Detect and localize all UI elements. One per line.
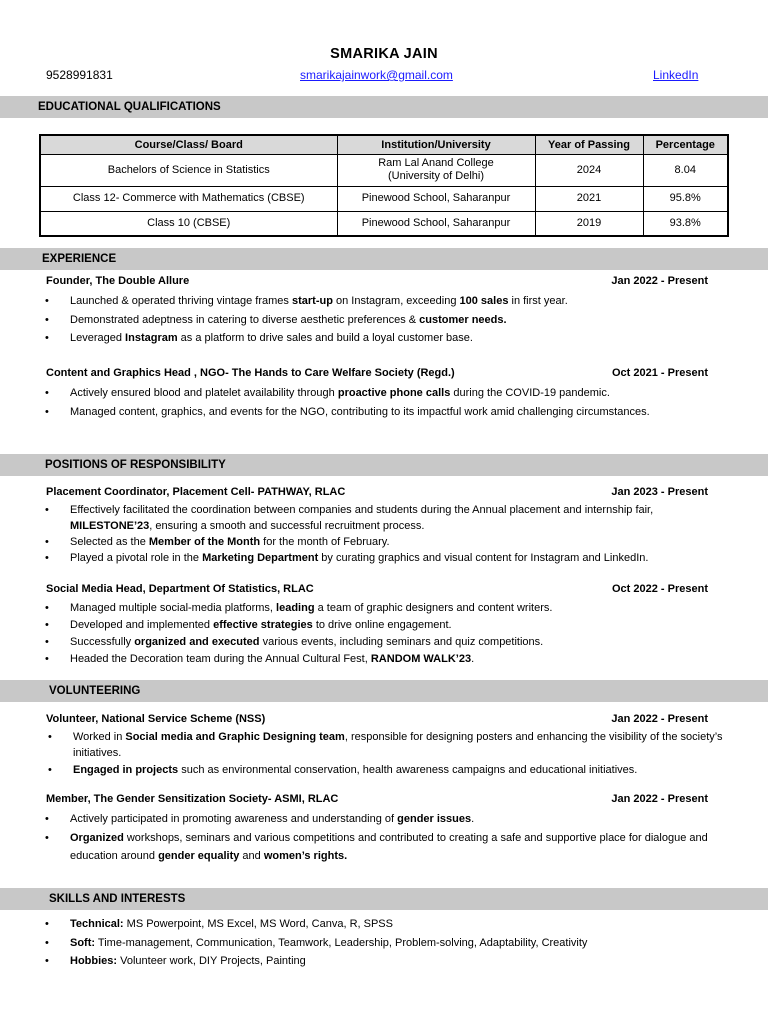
list-item: • Organized workshops, seminars and various competitions and contributed to creating a safe and supportive place for dialogue and education around gender equality and women’s rights. [42, 829, 730, 866]
column-header-percentage: Percentage [643, 135, 728, 154]
cell-course: Bachelors of Science in Statistics [40, 154, 337, 186]
list-item: • Engaged in projects such as environmental conservation, health awareness campaigns and educational initiatives. [45, 762, 730, 778]
cell-institution: Pinewood School, Saharanpur [337, 186, 535, 211]
cell-course: Class 10 (CBSE) [40, 211, 337, 236]
list-item: • Technical: MS Powerpoint, MS Excel, MS Word, Canva, R, SPSS [42, 915, 732, 934]
entry-role: Social Media Head, Department Of Statistics, RLAC [46, 583, 314, 595]
column-header-institution: Institution/University [337, 135, 535, 154]
entry-heading [46, 583, 708, 599]
entry-date: Oct 2022 - Present [612, 583, 708, 595]
bullet-list [42, 384, 702, 421]
list-item: • Launched & operated thriving vintage frames start-up on Instagram, exceeding 100 sales in first year. [42, 292, 732, 311]
entry-heading [46, 275, 708, 291]
section-header-skills: SKILLS AND INTERESTS [0, 888, 768, 910]
phone-number: 9528991831 [46, 68, 113, 82]
email-link[interactable]: smarikajainwork@gmail.com [300, 68, 453, 82]
entry-heading [46, 367, 708, 383]
cell-percentage: 95.8% [643, 186, 728, 211]
section-header-responsibility: POSITIONS OF RESPONSIBILITY [0, 454, 768, 476]
cell-year: 2019 [535, 211, 643, 236]
list-item: • Leveraged Instagram as a platform to drive sales and build a loyal customer base. [42, 329, 732, 348]
bullet-list [42, 810, 730, 866]
cell-institution: Pinewood School, Saharanpur [337, 211, 535, 236]
cell-institution: Ram Lal Anand College (University of Delhi) [337, 154, 535, 186]
entry-role: Placement Coordinator, Placement Cell- PATHWAY, RLAC [46, 486, 346, 498]
table-row [40, 211, 728, 236]
list-item: • Managed multiple social-media platforms, leading a team of graphic designers and content writers. [42, 600, 732, 617]
table-row [40, 154, 728, 186]
bullet-list [42, 292, 732, 348]
list-item: • Played a pivotal role in the Marketing Department by curating graphics and visual content for Instagram and LinkedIn. [42, 550, 732, 566]
entry-date: Jan 2023 - Present [611, 486, 708, 498]
candidate-name: SMARIKA JAIN [330, 46, 438, 62]
entry-date: Oct 2021 - Present [612, 367, 708, 379]
cell-year: 2021 [535, 186, 643, 211]
list-item: • Demonstrated adeptness in catering to diverse aesthetic preferences & customer needs. [42, 311, 732, 330]
list-item: • Soft: Time-management, Communication, Teamwork, Leadership, Problem-solving, Adaptability, Creativity [42, 934, 732, 953]
table-header-row [40, 135, 728, 154]
education-table [39, 134, 729, 237]
list-item: • Worked in Social media and Graphic Designing team, responsible for designing posters and enhancing the visibility of the society’s initiatives. [45, 729, 730, 761]
cell-course: Class 12- Commerce with Mathematics (CBSE) [40, 186, 337, 211]
bullet-list [42, 600, 732, 668]
cell-percentage: 93.8% [643, 211, 728, 236]
bullet-list [45, 729, 730, 778]
bullet-list [42, 502, 732, 566]
entry-heading [46, 713, 708, 729]
skills-list [42, 915, 732, 971]
list-item: • Effectively facilitated the coordination between companies and students during the Annual placement and internship fair, MILESTONE’23, ensuring a smooth and successful recruitment process. [42, 502, 732, 534]
entry-heading [46, 793, 708, 809]
entry-date: Jan 2022 - Present [611, 793, 708, 805]
entry-heading [46, 486, 708, 502]
list-item: • Successfully organized and executed various events, including seminars and quiz competitions. [42, 634, 732, 651]
entry-role: Volunteer, National Service Scheme (NSS) [46, 713, 266, 725]
cell-year: 2024 [535, 154, 643, 186]
section-header-education: EDUCATIONAL QUALIFICATIONS [0, 96, 768, 118]
column-header-year: Year of Passing [535, 135, 643, 154]
section-header-volunteering: VOLUNTEERING [0, 680, 768, 702]
entry-date: Jan 2022 - Present [611, 713, 708, 725]
table-row [40, 186, 728, 211]
entry-role: Content and Graphics Head , NGO- The Hands to Care Welfare Society (Regd.) [46, 367, 455, 379]
list-item: • Developed and implemented effective strategies to drive online engagement. [42, 617, 732, 634]
entry-date: Jan 2022 - Present [611, 275, 708, 287]
cell-percentage: 8.04 [643, 154, 728, 186]
list-item: • Actively ensured blood and platelet availability through proactive phone calls during the COVID-19 pandemic. [42, 384, 702, 403]
list-item: • Managed content, graphics, and events for the NGO, contributing to its impactful work amid challenging circumstances. [42, 403, 702, 422]
column-header-course: Course/Class/ Board [40, 135, 337, 154]
list-item: • Headed the Decoration team during the Annual Cultural Fest, RANDOM WALK’23. [42, 651, 732, 668]
entry-role: Member, The Gender Sensitization Society- ASMI, RLAC [46, 793, 339, 805]
list-item: • Selected as the Member of the Month for the month of February. [42, 534, 732, 550]
list-item: • Actively participated in promoting awareness and understanding of gender issues. [42, 810, 730, 829]
linkedin-link[interactable]: LinkedIn [653, 68, 699, 82]
list-item: • Hobbies: Volunteer work, DIY Projects, Painting [42, 952, 732, 971]
section-header-experience: EXPERIENCE [0, 248, 768, 270]
entry-role: Founder, The Double Allure [46, 275, 190, 287]
